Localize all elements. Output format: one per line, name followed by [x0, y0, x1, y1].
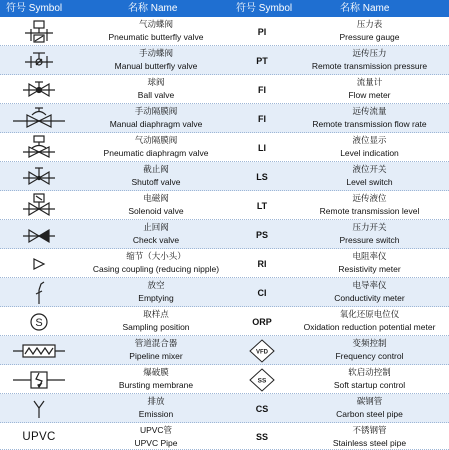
header-symbol-right: 符号 Symbol	[236, 3, 293, 14]
name-en: Remote transmission pressure	[311, 61, 428, 71]
right-symbol: PS	[255, 229, 268, 240]
sampling-position-icon	[0, 307, 78, 336]
right-symbol: LT	[256, 200, 268, 211]
name-cn: 不锈钢管	[352, 425, 387, 435]
table-row	[0, 75, 449, 104]
pipeline-mixer-icon	[0, 336, 78, 365]
table-row	[0, 249, 449, 278]
table-row	[0, 220, 449, 249]
right-name	[290, 133, 449, 162]
name-en: Pressure gauge	[339, 32, 400, 42]
right-name	[290, 191, 449, 220]
left-symbol-text: UPVC	[22, 430, 56, 443]
right-name	[290, 104, 449, 133]
right-name	[290, 365, 449, 394]
left-name	[78, 220, 234, 249]
svg-text:S: S	[35, 316, 43, 329]
name-cn: 远传流量	[352, 106, 387, 116]
soft-startup-icon	[236, 365, 288, 394]
upvc-symbol	[0, 423, 78, 450]
name-en: Soft startup control	[333, 380, 406, 390]
name-cn: 排放	[147, 396, 165, 406]
name-cn: 缩节（大小头）	[126, 251, 186, 261]
name-cn: 流量计	[356, 77, 383, 87]
name-cn: 液位开关	[352, 164, 387, 174]
name-en: UPVC Pipe	[134, 438, 178, 448]
name-cn: 电磁阀	[143, 193, 169, 203]
name-en: Resistivity meter	[338, 264, 401, 274]
name-en: Emptying	[138, 293, 174, 303]
name-en: Pipeline mixer	[129, 351, 183, 361]
header-symbol-left: 符号 Symbol	[6, 3, 63, 14]
name-cn: 气动隔膜阀	[134, 135, 178, 145]
name-cn: 电阻率仪	[352, 251, 387, 261]
name-en: Flow meter	[348, 90, 391, 100]
name-en: Emission	[138, 409, 174, 419]
name-cn: 压力开关	[352, 222, 387, 232]
name-cn: 压力表	[356, 19, 383, 29]
name-cn: 远传液位	[352, 193, 387, 203]
manual-butterfly-valve-icon	[0, 46, 78, 75]
pneumatic-diaphragm-valve-icon	[0, 133, 78, 162]
manual-diaphragm-valve-icon	[0, 104, 78, 133]
table-row	[0, 104, 449, 133]
name-cn: 止回阀	[143, 222, 169, 232]
name-en: Remote transmission level	[319, 206, 420, 216]
table-row	[0, 307, 449, 336]
solenoid-valve-icon	[0, 191, 78, 220]
name-cn: 手动隔膜阀	[134, 106, 178, 116]
left-name	[78, 307, 234, 336]
left-name	[78, 46, 234, 75]
name-cn: 碳钢管	[356, 396, 383, 406]
name-en: Ball valve	[137, 90, 175, 100]
right-name	[290, 46, 449, 75]
right-symbol-text: SS	[257, 377, 267, 384]
right-symbol: LI	[258, 142, 266, 153]
ball-valve-icon	[0, 75, 78, 104]
right-name	[290, 423, 449, 450]
left-name	[78, 278, 234, 307]
name-en: Manual diaphragm valve	[109, 119, 203, 129]
right-symbol: RI	[257, 258, 267, 269]
table-row	[0, 17, 449, 46]
name-cn: 氧化还原电位仪	[339, 309, 400, 319]
name-cn: 软启动控制	[348, 367, 391, 377]
name-cn: 液位显示	[352, 135, 387, 145]
name-en: Bursting membrane	[118, 380, 194, 390]
header-name-right: 名称 Name	[340, 3, 390, 14]
reducing-nipple-icon	[0, 249, 78, 278]
name-en: Pneumatic butterfly valve	[108, 32, 204, 42]
name-cn: 截止阀	[143, 164, 169, 174]
table-row	[0, 133, 449, 162]
left-name	[78, 75, 234, 104]
name-en: Pressure switch	[339, 235, 400, 245]
right-name	[290, 249, 449, 278]
name-cn: 变频控制	[352, 338, 387, 348]
name-cn: 手动蝶阀	[138, 48, 173, 58]
right-name	[290, 162, 449, 191]
name-en: Conductivity meter	[334, 293, 405, 303]
pneumatic-butterfly-valve-icon	[0, 17, 78, 46]
name-en: Frequency control	[335, 351, 404, 361]
name-en: Oxidation reduction potential meter	[303, 322, 436, 332]
right-symbol: CI	[257, 287, 267, 298]
name-cn: 管道混合器	[134, 338, 178, 348]
right-symbol: SS	[255, 431, 268, 442]
name-en: Stainless steel pipe	[332, 438, 407, 448]
name-cn: 气动蝶阀	[138, 19, 173, 29]
right-symbol: FI	[258, 113, 266, 124]
table-row	[0, 191, 449, 220]
table-row	[0, 46, 449, 75]
name-cn: 电导率仪	[352, 280, 387, 290]
table-row	[0, 162, 449, 191]
name-en: Carbon steel pipe	[336, 409, 403, 419]
right-symbol: FI	[258, 84, 266, 95]
name-cn: 远传压力	[352, 48, 387, 58]
name-cn: UPVC管	[139, 425, 173, 435]
left-name	[78, 249, 234, 278]
left-name	[78, 133, 234, 162]
emission-icon	[0, 394, 78, 423]
left-name	[78, 104, 234, 133]
left-name	[78, 162, 234, 191]
name-cn: 球阀	[147, 77, 165, 87]
header-name-left: 名称 Name	[128, 3, 178, 14]
name-en: Sampling position	[122, 322, 190, 332]
check-valve-icon	[0, 220, 78, 249]
left-name	[78, 336, 234, 365]
shutoff-valve-icon	[0, 162, 78, 191]
table-row	[0, 336, 449, 365]
name-en: Casing coupling (reducing nipple)	[92, 264, 220, 274]
right-name	[290, 75, 449, 104]
name-en: Check valve	[132, 235, 180, 245]
name-en: Level indication	[340, 148, 399, 158]
right-name	[290, 336, 449, 365]
right-symbol: CS	[255, 403, 269, 414]
table-header	[0, 0, 449, 17]
table-row	[0, 394, 449, 423]
right-name	[290, 278, 449, 307]
left-name	[78, 365, 234, 394]
name-cn: 放空	[147, 280, 165, 290]
left-name	[78, 423, 234, 450]
name-cn: 爆破膜	[143, 367, 169, 377]
frequency-control-icon	[236, 336, 288, 365]
left-name	[78, 17, 234, 46]
name-en: Solenoid valve	[128, 206, 184, 216]
name-en: Pneumatic diaphragm valve	[103, 148, 209, 158]
right-name	[290, 394, 449, 423]
right-name	[290, 307, 449, 336]
name-cn: 取样点	[143, 309, 169, 319]
left-name	[78, 394, 234, 423]
table-row	[0, 365, 449, 394]
right-name	[290, 17, 449, 46]
bursting-membrane-icon	[0, 365, 78, 394]
table-row	[0, 423, 449, 450]
right-symbol-text: VFD	[256, 349, 268, 355]
right-symbol: PT	[256, 55, 268, 66]
name-en: Level switch	[346, 177, 393, 187]
name-en: Remote transmission flow rate	[312, 119, 427, 129]
right-name	[290, 220, 449, 249]
name-en: Manual butterfly valve	[114, 61, 198, 71]
name-en: Shutoff valve	[131, 177, 181, 187]
left-name	[78, 191, 234, 220]
right-symbol: PI	[257, 26, 267, 37]
table-row	[0, 278, 449, 307]
right-symbol: LS	[256, 171, 268, 182]
right-symbol: ORP	[252, 316, 272, 327]
emptying-icon	[0, 278, 78, 307]
